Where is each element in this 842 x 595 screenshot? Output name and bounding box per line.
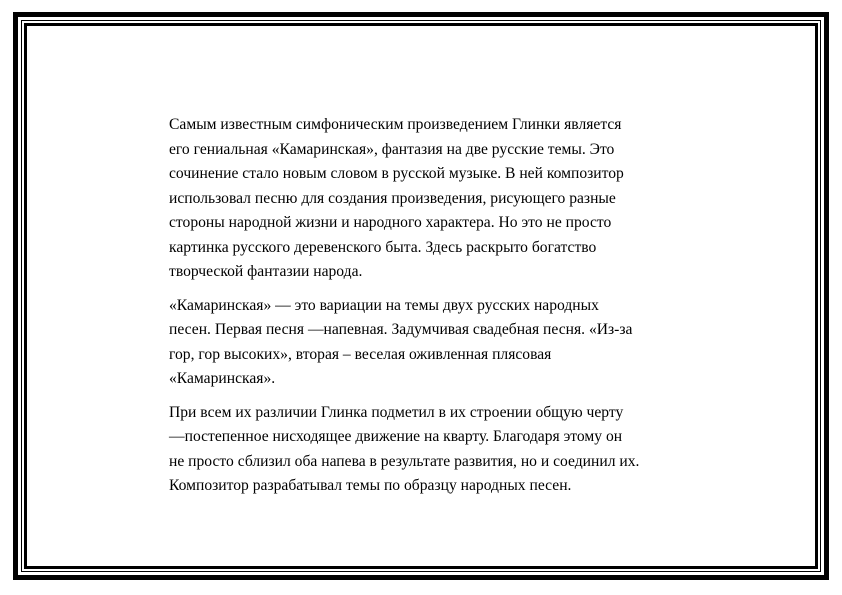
- text-line: При всем их различии Глинка подметил в их строении общую черту: [169, 403, 624, 421]
- text-line: гор, гор высоких», вторая – веселая оживленная плясовая: [169, 345, 552, 363]
- text-line: —постепенное нисходящее движение на кварту. Благодаря этому он: [169, 428, 623, 445]
- text-line: «Камаринская».: [169, 370, 276, 387]
- text-body: [169, 113, 729, 508]
- text-line: сочинение стало новым словом в русской музыке. В ней композитор: [169, 165, 624, 182]
- paragraph-2: [169, 294, 729, 392]
- paragraph-1: [169, 113, 729, 285]
- text-line: картинка русского деревенского быта. Здесь раскрыто богатство: [169, 238, 597, 256]
- text-line: «Камаринская» — это вариации на темы двух русских народных: [169, 296, 599, 314]
- text-line: творческой фантазии народа.: [169, 263, 363, 280]
- text-line: не просто сблизил оба напева в результате развития, но и соединил их.: [169, 452, 640, 470]
- text-line: песен. Первая песня —напевная. Задумчивая свадебная песня. «Из-за: [169, 321, 633, 338]
- text-line: стороны народной жизни и народного характера. Но это не просто: [169, 214, 612, 231]
- text-line: Самым известным симфоническим произведением Глинки является: [169, 116, 622, 133]
- text-line: его гениальная «Камаринская», фантазия на две русские темы. Это: [169, 140, 615, 158]
- text-line: использовал песню для создания произведения, рисующего разные: [169, 189, 616, 207]
- paragraph-3: [169, 401, 729, 499]
- text-line: Композитор разрабатывал темы по образцу народных песен.: [169, 477, 572, 494]
